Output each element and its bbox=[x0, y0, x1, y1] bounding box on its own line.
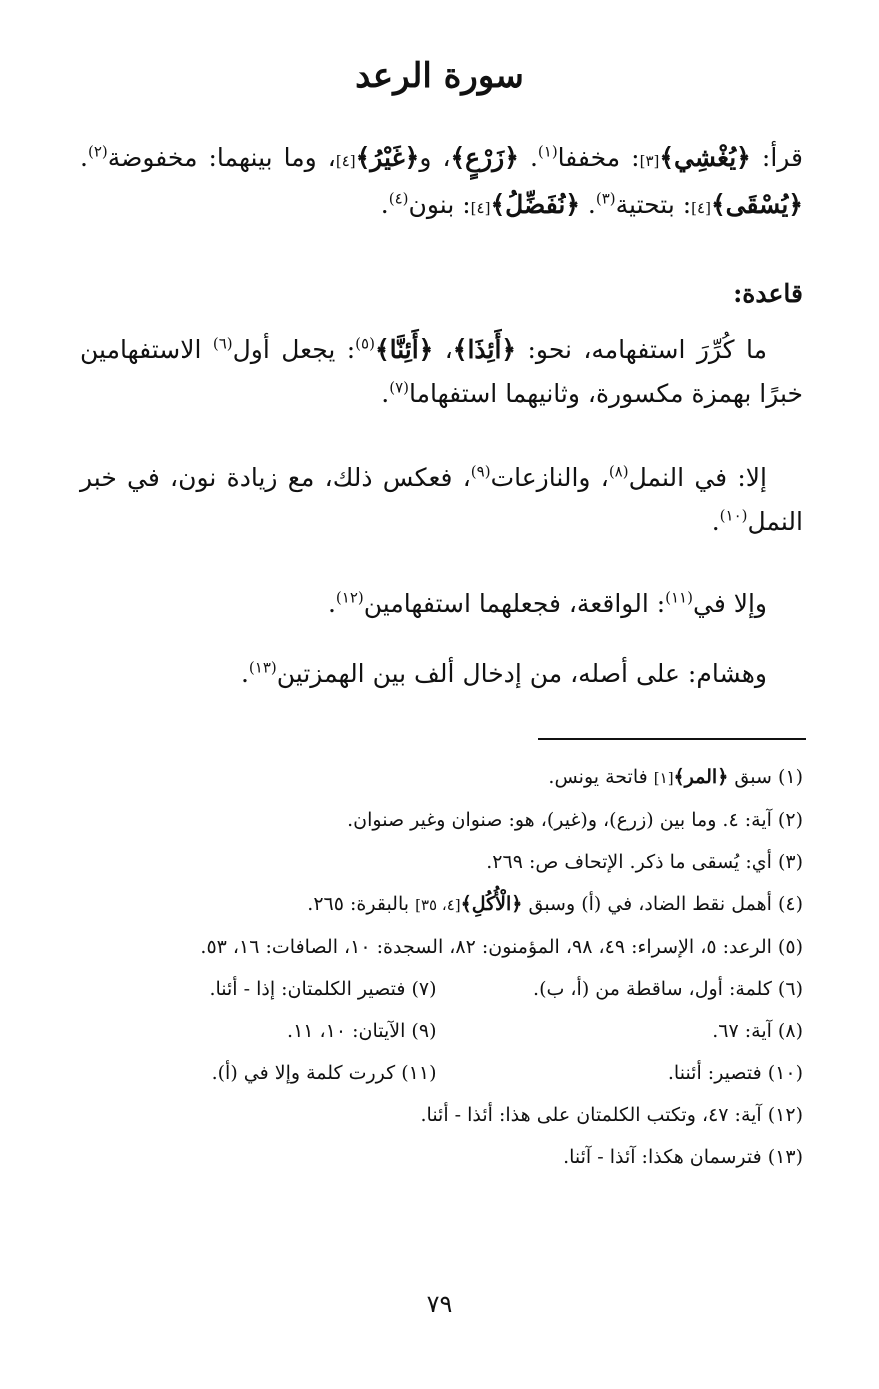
text-span: ، والنازعات bbox=[490, 463, 609, 492]
text-span: . bbox=[518, 143, 538, 172]
exception-paragraph-2 bbox=[80, 582, 803, 626]
footnote-marker: (٣) bbox=[595, 189, 616, 208]
verse-ref: [٣] bbox=[639, 152, 660, 170]
footnote-row bbox=[70, 1010, 803, 1052]
rule-text bbox=[80, 328, 803, 416]
rule-paragraph bbox=[80, 328, 803, 416]
footnote-1 bbox=[70, 756, 803, 799]
text-span: . bbox=[240, 659, 249, 688]
text-span: ، وما بينهما: مخفوضة bbox=[107, 143, 336, 172]
surah-title: سورة الرعد bbox=[355, 56, 524, 96]
exception-paragraph-1 bbox=[80, 456, 803, 544]
footnote-marker: (٢) bbox=[87, 142, 108, 161]
footnote-marker: (٨) bbox=[608, 462, 629, 481]
text-span: (٤) أهمل نقط الضاد، في (أ) وسبق bbox=[522, 893, 803, 915]
quran-word: ﴿نُفَضِّلُ﴾ bbox=[490, 190, 580, 219]
text-span: وإلا في bbox=[692, 589, 767, 618]
text-span: (١) سبق bbox=[728, 766, 803, 788]
text-span: . bbox=[579, 190, 596, 219]
text-span: : الواقعة، فجعلهما استفهامين bbox=[363, 589, 666, 618]
text-span: . bbox=[711, 507, 720, 536]
footnote-5: (٥) الرعد: ٥، الإسراء: ٤٩، ٩٨، المؤمنون: ٨٢، السجدة: ١٠، الصافات: ١٦، ٥٣. bbox=[200, 936, 803, 958]
text-span: وهشام: على أصله، من إدخال ألف بين الهمزتين bbox=[276, 659, 767, 688]
verse-ref: [٤] bbox=[470, 199, 491, 217]
quran-word: ﴿يُغْشِي﴾ bbox=[659, 143, 751, 172]
footnote-marker: (١٣) bbox=[248, 658, 277, 677]
quran-word: ﴿أَئِنَّا﴾ bbox=[374, 335, 434, 364]
intro-paragraph bbox=[80, 136, 803, 230]
text-span: : بتحتية bbox=[615, 190, 692, 219]
text-span: : بنون bbox=[408, 190, 471, 219]
footnote-marker: (٥) bbox=[355, 334, 375, 353]
footnote-3: (٣) أي: يُسقى ما ذكر. الإتحاف ص: ٢٦٩. bbox=[486, 851, 803, 873]
text-span: . bbox=[327, 589, 336, 618]
footnote-marker: (١) bbox=[537, 142, 558, 161]
verse-ref: [٤] bbox=[335, 152, 356, 170]
text-span: بالبقرة: ٢٦٥. bbox=[307, 893, 416, 915]
text-span: ، و bbox=[419, 143, 451, 172]
text-span: الاستفهامين خبرًا بهمزة مكسورة، وثانيهما استفهاما bbox=[80, 335, 803, 408]
text-span: : يجعل أول bbox=[232, 335, 356, 364]
quran-word: ﴿أَئِذَا﴾ bbox=[452, 335, 517, 364]
hisham-paragraph bbox=[80, 652, 803, 696]
quran-word: ﴿يُسْقَى﴾ bbox=[710, 190, 803, 219]
footnote-marker: (٦) bbox=[212, 334, 233, 353]
footnote-marker: (١١) bbox=[665, 588, 693, 607]
footnote-marker: (٩) bbox=[470, 462, 491, 481]
footnotes bbox=[70, 756, 803, 1178]
rule-heading: قاعدة: bbox=[733, 279, 803, 308]
text-span: . bbox=[381, 379, 390, 408]
footnote-row bbox=[70, 968, 803, 1010]
footnote-separator bbox=[538, 738, 806, 740]
text-span: ما كُرِّرَ استفهامه، نحو: bbox=[516, 335, 767, 364]
text-span: فاتحة يونس. bbox=[548, 766, 654, 788]
text-span: ، bbox=[433, 335, 453, 364]
text-span: ، فعكس ذلك، مع زيادة نون، في خبر النمل bbox=[80, 463, 803, 536]
quran-word: ﴿زَرْعٍ﴾ bbox=[450, 143, 519, 172]
footnote-6: (٦) كلمة: أول، ساقطة من (أ، ب). bbox=[533, 978, 803, 1000]
intro-text bbox=[80, 136, 803, 230]
footnote-marker: (٤) bbox=[388, 189, 409, 208]
footnote-marker: (٧) bbox=[389, 378, 410, 397]
quran-word: ﴿المر﴾ bbox=[673, 766, 729, 788]
verse-ref: [٤] bbox=[691, 199, 711, 217]
quran-word: ﴿الْأُكُلِ﴾ bbox=[460, 893, 523, 915]
footnote-7: (٧) فتصير الكلمتان: إذا - أئنا. bbox=[209, 978, 437, 1000]
footnote-marker: (١٠) bbox=[719, 506, 748, 525]
text-span: . bbox=[380, 190, 389, 219]
footnote-2: (٢) آية: ٤. وما بين (زرع)، و(غير)، هو: صنوان وغير صنوان. bbox=[347, 809, 803, 831]
footnote-13: (١٣) فترسمان هكذا: آئذا - آئنا. bbox=[563, 1146, 803, 1168]
exception-text bbox=[80, 456, 803, 544]
text-span: . bbox=[80, 143, 88, 172]
footnote-11: (١١) كررت كلمة وإلا في (أ). bbox=[211, 1062, 437, 1084]
footnote-8: (٨) آية: ٦٧. bbox=[712, 1020, 803, 1042]
text-span: قرأ: bbox=[750, 143, 804, 172]
page-number: ٧٩ bbox=[426, 1290, 453, 1318]
footnote-9: (٩) الآيتان: ١٠، ١١. bbox=[287, 1020, 437, 1042]
footnote-row bbox=[70, 1052, 803, 1094]
footnote-4 bbox=[70, 883, 803, 926]
quran-word: ﴿غَيْرُ﴾ bbox=[355, 143, 420, 172]
text-span: إلا: في النمل bbox=[628, 463, 767, 492]
exception-text bbox=[80, 582, 803, 626]
text-span: : مخففا bbox=[557, 143, 640, 172]
footnote-10: (١٠) فتصير: أئننا. bbox=[667, 1062, 803, 1084]
verse-ref: [١] bbox=[653, 769, 674, 787]
footnote-marker: (١٢) bbox=[335, 588, 364, 607]
hisham-text bbox=[80, 652, 803, 696]
verse-ref: [٤، ٣٥] bbox=[415, 896, 461, 914]
footnote-12: (١٢) آية: ٤٧، وتكتب الكلمتان على هذا: أئذا - أئنا. bbox=[420, 1104, 803, 1126]
